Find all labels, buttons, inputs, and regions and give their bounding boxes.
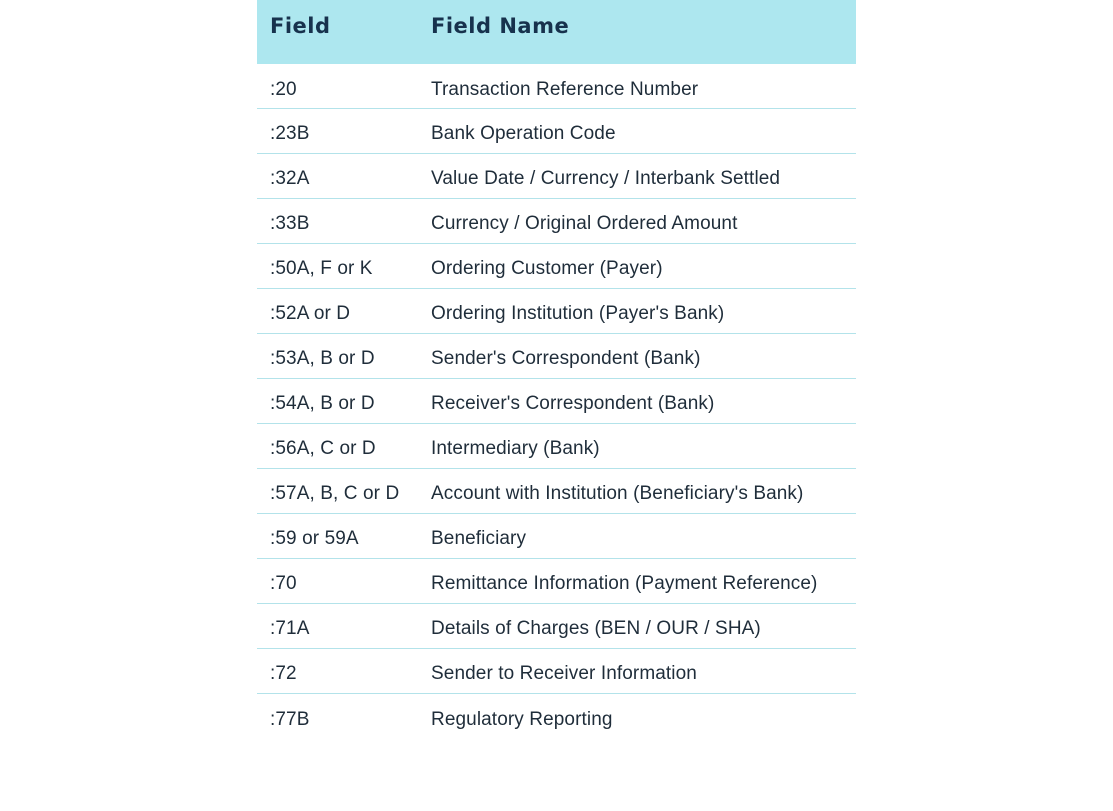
field-name: Sender to Receiver Information (418, 648, 856, 693)
field-name: Currency / Original Ordered Amount (418, 198, 856, 243)
field-code: :72 (257, 648, 418, 693)
field-code: :23B (257, 108, 418, 153)
field-code: :70 (257, 558, 418, 603)
field-code: :53A, B or D (257, 333, 418, 378)
table-row (257, 468, 856, 513)
field-name: Beneficiary (418, 513, 856, 558)
table-row (257, 288, 856, 333)
table-row (257, 603, 856, 648)
field-code: :50A, F or K (257, 243, 418, 288)
field-name: Sender's Correspondent (Bank) (418, 333, 856, 378)
table-row (257, 423, 856, 468)
table-row (257, 243, 856, 288)
table-row (257, 648, 856, 693)
table-row (257, 378, 856, 423)
field-name: Bank Operation Code (418, 108, 856, 153)
swift-fields-table (257, 0, 856, 741)
swift-fields-table-container (257, 0, 856, 741)
field-code: :20 (257, 64, 418, 108)
field-name: Intermediary (Bank) (418, 423, 856, 468)
table-row (257, 64, 856, 108)
header-field-name: Field Name (431, 14, 570, 38)
field-code: :57A, B, C or D (257, 468, 418, 513)
field-name: Value Date / Currency / Interbank Settled (418, 153, 856, 198)
field-name: Remittance Information (Payment Reference) (418, 558, 856, 603)
field-name: Transaction Reference Number (418, 64, 856, 108)
table-header (257, 0, 856, 64)
field-name: Account with Institution (Beneficiary's Bank) (418, 468, 856, 513)
table-row (257, 333, 856, 378)
header-field: Field (270, 14, 331, 38)
table-row (257, 198, 856, 243)
table-row (257, 153, 856, 198)
field-name: Ordering Customer (Payer) (418, 243, 856, 288)
field-name: Ordering Institution (Payer's Bank) (418, 288, 856, 333)
table-row (257, 693, 856, 741)
field-code: :32A (257, 153, 418, 198)
header-row (257, 0, 856, 64)
field-name: Regulatory Reporting (431, 709, 613, 731)
field-code: :52A or D (257, 288, 418, 333)
table-row (257, 558, 856, 603)
table-body (257, 64, 856, 741)
table-row (257, 108, 856, 153)
field-code: :77B (270, 709, 310, 731)
field-code: :56A, C or D (257, 423, 418, 468)
table-row (257, 513, 856, 558)
field-code: :71A (257, 603, 418, 648)
field-code: :59 or 59A (257, 513, 418, 558)
field-code: :33B (257, 198, 418, 243)
field-name: Details of Charges (BEN / OUR / SHA) (418, 603, 856, 648)
field-name: Receiver's Correspondent (Bank) (418, 378, 856, 423)
field-code: :54A, B or D (257, 378, 418, 423)
